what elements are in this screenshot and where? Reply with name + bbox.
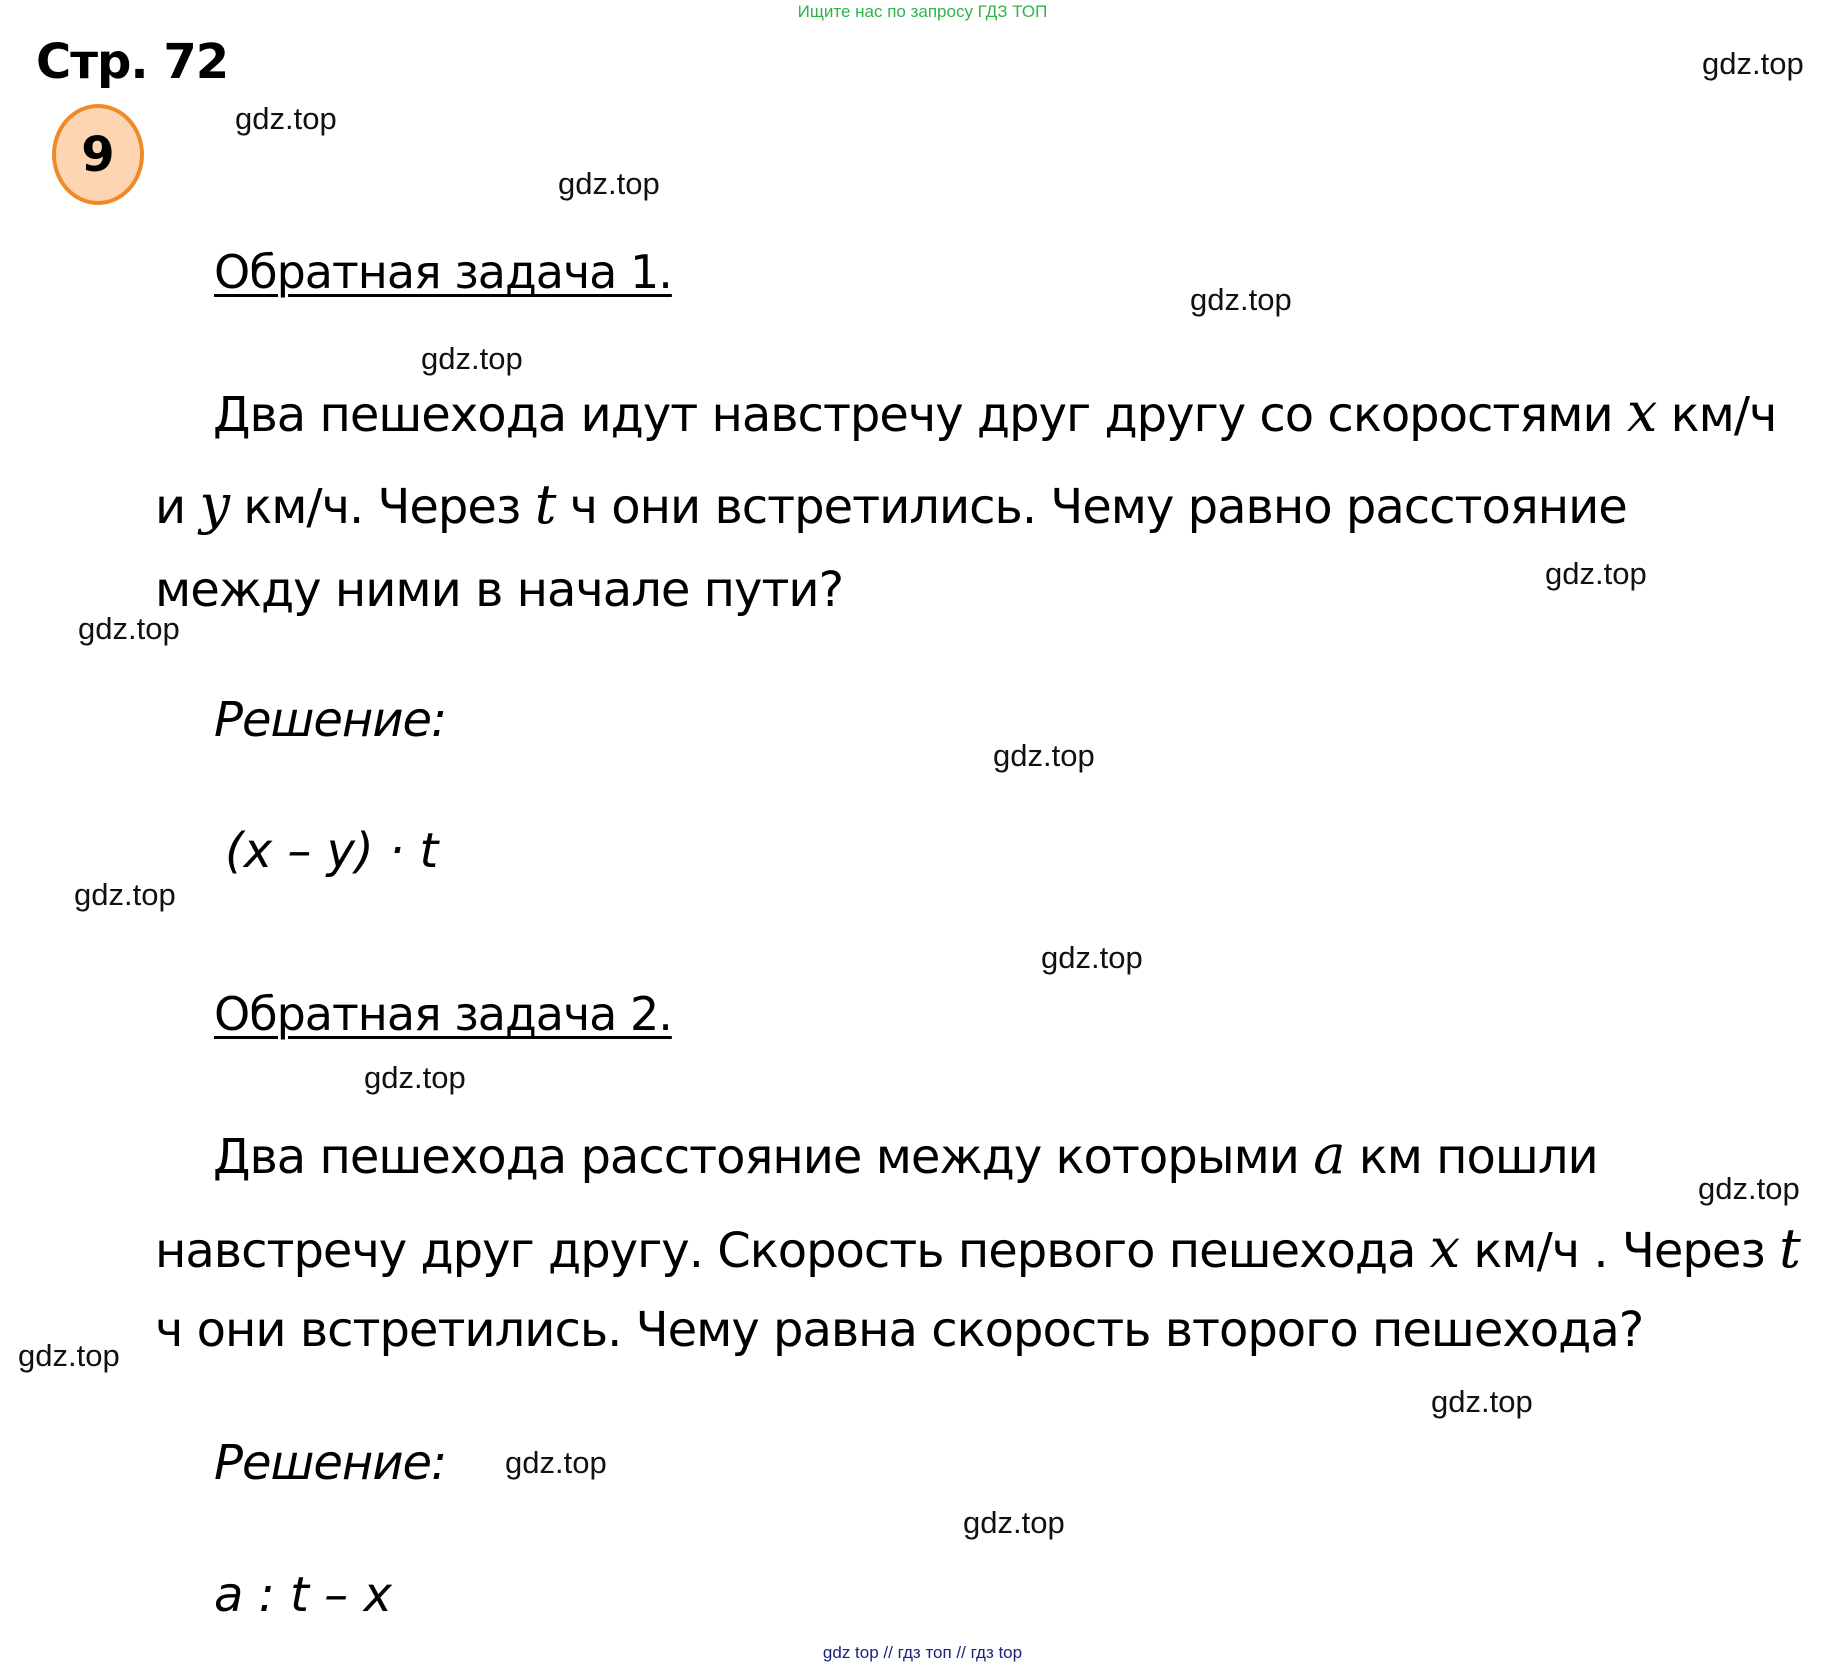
problem1-line2 xyxy=(155,473,1627,536)
watermark: gdz.top xyxy=(421,341,523,376)
variable-x: x xyxy=(1626,381,1657,444)
variable-a: a xyxy=(1313,1123,1345,1186)
watermark: gdz.top xyxy=(235,101,337,136)
problem2-heading: Обратная задача 2. xyxy=(214,987,672,1041)
watermark: gdz.top xyxy=(505,1445,607,1480)
watermark: gdz.top xyxy=(1545,556,1647,591)
watermark: gdz.top xyxy=(78,611,180,646)
watermark: gdz.top xyxy=(993,738,1095,773)
watermark: gdz.top xyxy=(963,1505,1065,1540)
problem1-text: и xyxy=(155,479,200,535)
watermark: gdz.top xyxy=(364,1060,466,1095)
problem1-text: ч они встретились. Чему равно расстояние xyxy=(555,479,1627,535)
problem1-text: км/ч. Через xyxy=(228,479,535,535)
problem1-line1 xyxy=(213,381,1777,444)
problem2-solution-label: Решение: xyxy=(214,1435,447,1491)
problem2-formula: a : t – x xyxy=(214,1567,392,1623)
variable-t: t xyxy=(534,473,556,536)
variable-x: x xyxy=(1429,1217,1460,1280)
problem2-text: навстречу друг другу. Скорость первого пешехода xyxy=(155,1223,1430,1279)
task-number-badge xyxy=(52,104,144,205)
top-banner: Ищите нас по запросу ГДЗ ТОП xyxy=(797,2,1048,21)
watermark: gdz.top xyxy=(1041,940,1143,975)
problem2-line1 xyxy=(213,1123,1598,1186)
problem2-line3: ч они встретились. Чему равна скорость второго пешехода? xyxy=(155,1302,1644,1358)
problem1-text: км/ч xyxy=(1656,387,1777,443)
watermark: gdz.top xyxy=(558,166,660,201)
problem1-solution-label: Решение: xyxy=(214,692,447,748)
task-number: 9 xyxy=(81,126,115,183)
watermark: gdz.top xyxy=(1190,282,1292,317)
footer-watermark: gdz top // гдз топ // гдз top xyxy=(822,1643,1023,1662)
watermark: gdz.top xyxy=(1698,1171,1800,1206)
problem1-heading: Обратная задача 1. xyxy=(214,245,672,299)
variable-y: y xyxy=(199,473,229,536)
problem1-line3: между ними в начале пути? xyxy=(155,562,844,618)
problem2-text: км/ч . Через xyxy=(1459,1223,1780,1279)
problem2-text: Два пешехода расстояние между которыми xyxy=(213,1129,1314,1185)
watermark: gdz.top xyxy=(18,1338,120,1373)
watermark: gdz.top xyxy=(1431,1384,1533,1419)
variable-t: t xyxy=(1779,1217,1800,1280)
problem2-line2 xyxy=(155,1217,1800,1280)
problem1-text: Два пешехода идут навстречу друг другу со скоростями xyxy=(213,387,1627,443)
page-label: Стр. 72 xyxy=(36,34,229,90)
watermark: gdz.top xyxy=(1702,46,1804,81)
watermark: gdz.top xyxy=(74,877,176,912)
problem1-formula: (x – y) · t xyxy=(225,823,439,879)
problem2-text: км пошли xyxy=(1344,1129,1598,1185)
